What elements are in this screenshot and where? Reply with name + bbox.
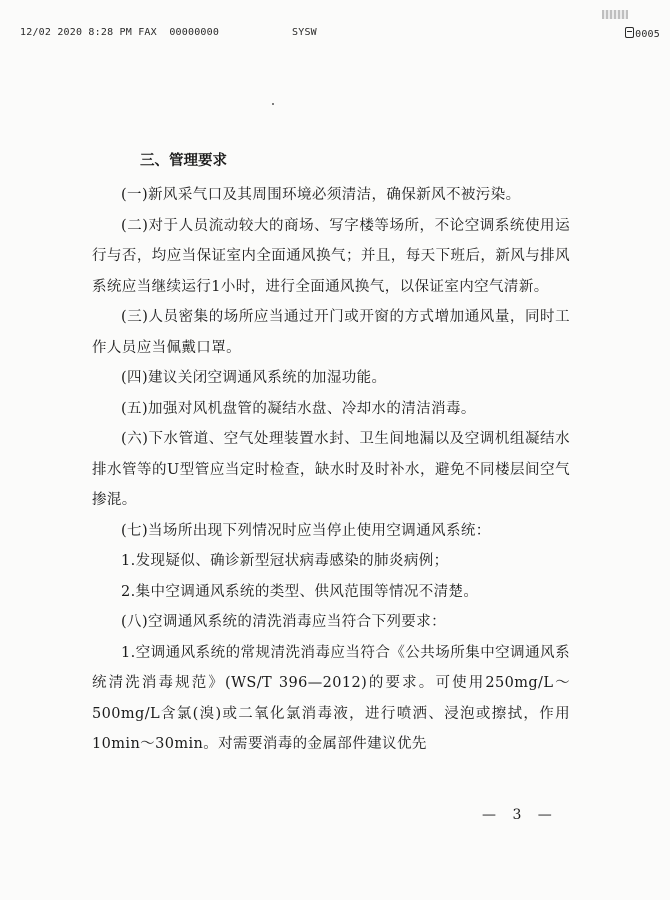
paragraph-3: (三)人员密集的场所应当通过开门或开窗的方式增加通风量，同时工作人员应当佩戴口罩。 [92, 309, 570, 356]
scan-artifact [602, 10, 628, 19]
paragraph-1: (一)新风采气口及其周围环境必须清洁，确保新风不被污染。 [121, 187, 521, 203]
paragraph-6: (六)下水管道、空气处理装置水封、卫生间地漏以及空调机组凝结水排水管等的U型管应当定时检查，缺水时及时补水，避免不同楼层间空气掺混。 [92, 431, 570, 508]
paragraph-8: 1.发现疑似、确诊新型冠状病毒感染的肺炎病例； [121, 553, 449, 569]
paragraph-11: 1.空调通风系统的常规清洗消毒应当符合《公共场所集中空调通风系统清洗消毒规范》(WS/T 396—2012)的要求。可使用250mg/L～500mg/L含氯(溴)或二氧化氯消毒液，进行喷洒、浸泡或擦拭，作用10min～30min。对需要消毒的金属部件建议优先 [92, 644, 570, 752]
fax-page-ref-wrap [625, 27, 660, 40]
paragraph-4: (四)建议关闭空调通风系统的加湿功能。 [121, 370, 387, 386]
paragraph-7: (七)当场所出现下列情况时应当停止使用空调通风系统： [121, 522, 491, 539]
scan-speck [272, 103, 274, 105]
document-body [92, 150, 570, 760]
paragraph-5: (五)加强对风机盘管的凝结水盘、冷却水的清洁消毒。 [121, 400, 476, 417]
paragraph-9: 2.集中空调通风系统的类型、供风范围等情况不清楚。 [121, 583, 479, 600]
fax-header-left [20, 27, 219, 38]
paragraph-2: (二)对于人员流动较大的商场、写字楼等场所，不论空调系统使用运行与否，均应当保证室内全面通风换气；并且，每天下班后，新风与排风系统应当继续运行1小时，进行全面通风换气，以保证室内空气清新。 [92, 217, 570, 295]
fax-datetime: 12/02 2020 8:28 PM FAX [20, 27, 157, 38]
page-number: — 3 — [482, 807, 558, 823]
fax-station-id: SYSW [292, 27, 317, 38]
fax-number: 00000000 [169, 27, 220, 38]
fax-header [20, 27, 660, 43]
paragraph-10: (八)空调通风系统的清洗消毒应当符合下列要求： [121, 614, 447, 630]
page-icon [625, 27, 634, 38]
fax-page-ref: 0005 [635, 29, 660, 40]
section-heading: 三、管理要求 [140, 153, 227, 169]
